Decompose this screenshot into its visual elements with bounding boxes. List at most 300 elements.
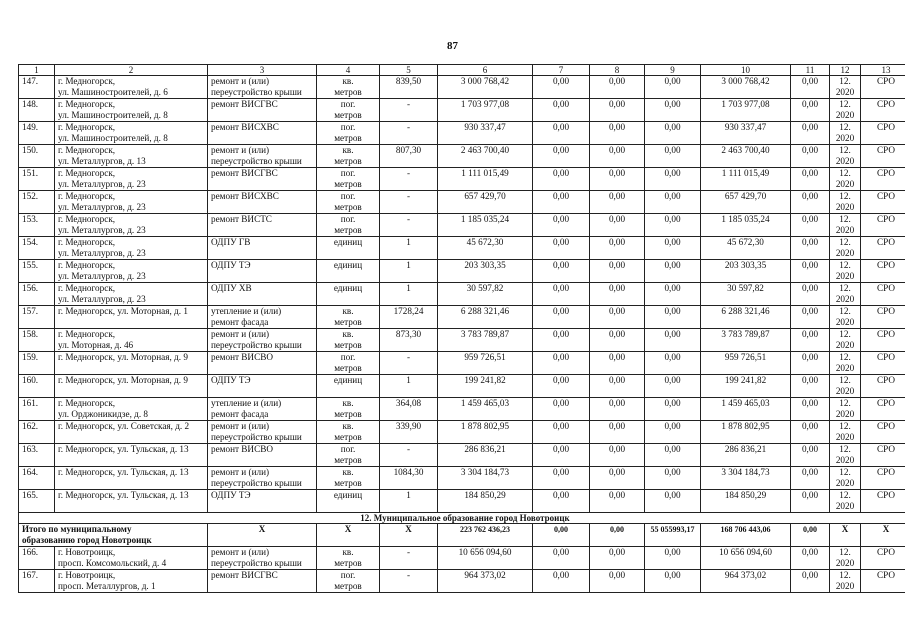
- unit-cell: кв. метров: [317, 421, 380, 444]
- total-cost-cell: 1 111 015,49: [438, 168, 533, 191]
- table-row: [19, 191, 905, 214]
- total-cost-cell: 30 597,82: [438, 283, 533, 306]
- quantity-cell: 1728,24: [380, 306, 438, 329]
- value-cell: 3 000 768,42: [701, 76, 791, 99]
- value-cell: 0,00: [645, 570, 701, 593]
- table-row: [19, 283, 905, 306]
- total-cost-cell: 199 241,82: [438, 375, 533, 398]
- section-title: 12. Муниципальное образование город Новотроицк: [19, 513, 905, 524]
- unit-cell: единиц: [317, 490, 380, 513]
- row-number: 151.: [19, 168, 55, 191]
- row-number: 153.: [19, 214, 55, 237]
- quantity-cell: -: [380, 214, 438, 237]
- value-cell: 0,00: [533, 467, 590, 490]
- value-cell: 0,00: [791, 99, 830, 122]
- total-cell: X: [830, 524, 861, 547]
- completion-date-cell: 12. 2020: [830, 99, 861, 122]
- address-cell: г. Новотроицк, просп. Комсомольский, д. 4: [55, 547, 208, 570]
- completion-date-cell: 12. 2020: [830, 306, 861, 329]
- completion-date-cell: 12. 2020: [830, 283, 861, 306]
- work-type-cell: ОДПУ ТЭ: [208, 490, 317, 513]
- value-cell: 0,00: [533, 214, 590, 237]
- work-type-cell: ремонт ВИСГВС: [208, 99, 317, 122]
- value-cell: 10 656 094,60: [701, 547, 791, 570]
- address-cell: г. Новотроицк, просп. Металлургов, д. 1: [55, 570, 208, 593]
- unit-cell: пог. метров: [317, 99, 380, 122]
- quantity-cell: 839,50: [380, 76, 438, 99]
- total-cost-cell: 6 288 321,46: [438, 306, 533, 329]
- value-cell: 0,00: [533, 421, 590, 444]
- funding-source-cell: СРО: [861, 570, 905, 593]
- completion-date-cell: 12. 2020: [830, 375, 861, 398]
- value-cell: 0,00: [590, 260, 645, 283]
- quantity-cell: 1: [380, 375, 438, 398]
- quantity-cell: 1: [380, 237, 438, 260]
- value-cell: 1 703 977,08: [701, 99, 791, 122]
- quantity-cell: -: [380, 570, 438, 593]
- completion-date-cell: 12. 2020: [830, 76, 861, 99]
- value-cell: 0,00: [533, 490, 590, 513]
- value-cell: 1 185 035,24: [701, 214, 791, 237]
- address-cell: г. Медногорск, ул. Металлургов, д. 23: [55, 260, 208, 283]
- total-row: [19, 524, 905, 547]
- value-cell: 0,00: [590, 467, 645, 490]
- table-row: [19, 352, 905, 375]
- unit-cell: пог. метров: [317, 168, 380, 191]
- value-cell: 0,00: [791, 444, 830, 467]
- column-header: 4: [317, 65, 380, 76]
- value-cell: 0,00: [533, 145, 590, 168]
- address-cell: г. Медногорск, ул. Машиностроителей, д. 8: [55, 99, 208, 122]
- value-cell: 0,00: [590, 306, 645, 329]
- total-cost-cell: 184 850,29: [438, 490, 533, 513]
- table-row: [19, 375, 905, 398]
- table-row: [19, 547, 905, 570]
- funding-source-cell: СРО: [861, 467, 905, 490]
- quantity-cell: 339,90: [380, 421, 438, 444]
- value-cell: 0,00: [791, 168, 830, 191]
- address-cell: г. Медногорск, ул. Тульская, д. 13: [55, 444, 208, 467]
- quantity-cell: -: [380, 122, 438, 145]
- column-header: 5: [380, 65, 438, 76]
- section-row: [19, 513, 905, 524]
- value-cell: 0,00: [645, 145, 701, 168]
- work-type-cell: ремонт ВИСХВС: [208, 191, 317, 214]
- quantity-cell: -: [380, 444, 438, 467]
- completion-date-cell: 12. 2020: [830, 122, 861, 145]
- address-cell: г. Медногорск, ул. Моторная, д. 1: [55, 306, 208, 329]
- capital-repair-table: [18, 64, 905, 593]
- address-cell: г. Медногорск, ул. Моторная, д. 46: [55, 329, 208, 352]
- table-row: [19, 421, 905, 444]
- address-cell: г. Медногорск, ул. Металлургов, д. 13: [55, 145, 208, 168]
- value-cell: 0,00: [645, 375, 701, 398]
- value-cell: 0,00: [791, 547, 830, 570]
- column-header: 6: [438, 65, 533, 76]
- value-cell: 0,00: [645, 237, 701, 260]
- value-cell: 203 303,35: [701, 260, 791, 283]
- row-number: 156.: [19, 283, 55, 306]
- total-cost-cell: 930 337,47: [438, 122, 533, 145]
- value-cell: 0,00: [590, 283, 645, 306]
- unit-cell: пог. метров: [317, 214, 380, 237]
- value-cell: 0,00: [590, 99, 645, 122]
- total-cell: 0,00: [533, 524, 590, 547]
- value-cell: 0,00: [791, 421, 830, 444]
- page-number: 87: [447, 40, 458, 52]
- total-cell: 168 706 443,06: [701, 524, 791, 547]
- completion-date-cell: 12. 2020: [830, 490, 861, 513]
- value-cell: 0,00: [533, 306, 590, 329]
- address-cell: г. Медногорск, ул. Металлургов, д. 23: [55, 214, 208, 237]
- address-cell: г. Медногорск, ул. Тульская, д. 13: [55, 490, 208, 513]
- value-cell: 0,00: [590, 444, 645, 467]
- work-type-cell: ремонт и (или) переустройство крыши: [208, 76, 317, 99]
- total-cell: 223 762 436,23: [438, 524, 533, 547]
- value-cell: 0,00: [533, 375, 590, 398]
- work-type-cell: ОДПУ ХВ: [208, 283, 317, 306]
- work-type-cell: ремонт ВИСВО: [208, 352, 317, 375]
- funding-source-cell: СРО: [861, 99, 905, 122]
- row-number: 150.: [19, 145, 55, 168]
- value-cell: 6 288 321,46: [701, 306, 791, 329]
- row-number: 148.: [19, 99, 55, 122]
- value-cell: 0,00: [791, 352, 830, 375]
- row-number: 157.: [19, 306, 55, 329]
- completion-date-cell: 12. 2020: [830, 237, 861, 260]
- value-cell: 0,00: [645, 306, 701, 329]
- value-cell: 959 726,51: [701, 352, 791, 375]
- work-type-cell: ремонт и (или) переустройство крыши: [208, 145, 317, 168]
- address-cell: г. Медногорск, ул. Моторная, д. 9: [55, 352, 208, 375]
- table-row: [19, 398, 905, 421]
- total-label: Итого по муниципальному образованию город Новотроицк: [19, 524, 208, 547]
- address-cell: г. Медногорск, ул. Металлургов, д. 23: [55, 237, 208, 260]
- value-cell: 0,00: [645, 76, 701, 99]
- row-number: 155.: [19, 260, 55, 283]
- column-header: 13: [861, 65, 905, 76]
- table-row: [19, 76, 905, 99]
- value-cell: 30 597,82: [701, 283, 791, 306]
- value-cell: 0,00: [533, 191, 590, 214]
- unit-cell: единиц: [317, 260, 380, 283]
- value-cell: 0,00: [645, 329, 701, 352]
- value-cell: 0,00: [590, 145, 645, 168]
- table-row: [19, 306, 905, 329]
- value-cell: 0,00: [590, 168, 645, 191]
- value-cell: 657 429,70: [701, 191, 791, 214]
- value-cell: 0,00: [791, 260, 830, 283]
- value-cell: 0,00: [791, 283, 830, 306]
- value-cell: 0,00: [791, 490, 830, 513]
- value-cell: 0,00: [590, 76, 645, 99]
- column-header: 8: [590, 65, 645, 76]
- funding-source-cell: СРО: [861, 237, 905, 260]
- total-cost-cell: 1 703 977,08: [438, 99, 533, 122]
- column-header: 1: [19, 65, 55, 76]
- unit-cell: кв. метров: [317, 398, 380, 421]
- value-cell: 0,00: [590, 490, 645, 513]
- total-cell: X: [380, 524, 438, 547]
- value-cell: 0,00: [791, 237, 830, 260]
- funding-source-cell: СРО: [861, 352, 905, 375]
- value-cell: 0,00: [533, 570, 590, 593]
- value-cell: 1 878 802,95: [701, 421, 791, 444]
- value-cell: 0,00: [533, 237, 590, 260]
- funding-source-cell: СРО: [861, 145, 905, 168]
- table-row: [19, 467, 905, 490]
- value-cell: 0,00: [533, 352, 590, 375]
- value-cell: 0,00: [533, 283, 590, 306]
- funding-source-cell: СРО: [861, 283, 905, 306]
- row-number: 164.: [19, 467, 55, 490]
- value-cell: 0,00: [533, 329, 590, 352]
- funding-source-cell: СРО: [861, 191, 905, 214]
- completion-date-cell: 12. 2020: [830, 145, 861, 168]
- completion-date-cell: 12. 2020: [830, 168, 861, 191]
- total-cost-cell: 286 836,21: [438, 444, 533, 467]
- quantity-cell: -: [380, 168, 438, 191]
- funding-source-cell: СРО: [861, 306, 905, 329]
- table-row: [19, 214, 905, 237]
- value-cell: 0,00: [533, 122, 590, 145]
- address-cell: г. Медногорск, ул. Металлургов, д. 23: [55, 191, 208, 214]
- row-number: 166.: [19, 547, 55, 570]
- unit-cell: пог. метров: [317, 122, 380, 145]
- value-cell: 45 672,30: [701, 237, 791, 260]
- funding-source-cell: СРО: [861, 76, 905, 99]
- value-cell: 0,00: [590, 122, 645, 145]
- table-body-section-11: [19, 76, 905, 513]
- value-cell: 0,00: [533, 547, 590, 570]
- quantity-cell: 807,30: [380, 145, 438, 168]
- quantity-cell: -: [380, 547, 438, 570]
- funding-source-cell: СРО: [861, 122, 905, 145]
- value-cell: 0,00: [590, 421, 645, 444]
- value-cell: 0,00: [645, 352, 701, 375]
- value-cell: 0,00: [645, 421, 701, 444]
- unit-cell: пог. метров: [317, 570, 380, 593]
- quantity-cell: 364,08: [380, 398, 438, 421]
- table-row: [19, 168, 905, 191]
- table-row: [19, 237, 905, 260]
- work-type-cell: ремонт ВИСТС: [208, 214, 317, 237]
- quantity-cell: 1: [380, 283, 438, 306]
- value-cell: 0,00: [645, 490, 701, 513]
- table-row: [19, 329, 905, 352]
- column-header: 7: [533, 65, 590, 76]
- value-cell: 0,00: [590, 191, 645, 214]
- value-cell: 0,00: [645, 398, 701, 421]
- row-number: 165.: [19, 490, 55, 513]
- total-cell: 0,00: [791, 524, 830, 547]
- completion-date-cell: 12. 2020: [830, 191, 861, 214]
- work-type-cell: ремонт и (или) переустройство крыши: [208, 547, 317, 570]
- total-cell: X: [861, 524, 905, 547]
- address-cell: г. Медногорск, ул. Металлургов, д. 23: [55, 168, 208, 191]
- completion-date-cell: 12. 2020: [830, 421, 861, 444]
- unit-cell: единиц: [317, 375, 380, 398]
- address-cell: г. Медногорск, ул. Металлургов, д. 23: [55, 283, 208, 306]
- row-number: 147.: [19, 76, 55, 99]
- address-cell: г. Медногорск, ул. Тульская, д. 13: [55, 467, 208, 490]
- unit-cell: пог. метров: [317, 352, 380, 375]
- value-cell: 0,00: [590, 352, 645, 375]
- work-type-cell: утепление и (или) ремонт фасада: [208, 398, 317, 421]
- value-cell: 0,00: [590, 214, 645, 237]
- value-cell: 0,00: [533, 168, 590, 191]
- section-header: [19, 513, 905, 547]
- funding-source-cell: СРО: [861, 329, 905, 352]
- table-row: [19, 145, 905, 168]
- value-cell: 0,00: [645, 122, 701, 145]
- total-cell: 0,00: [590, 524, 645, 547]
- table-row: [19, 444, 905, 467]
- total-cost-cell: 657 429,70: [438, 191, 533, 214]
- value-cell: 0,00: [645, 168, 701, 191]
- value-cell: 964 373,02: [701, 570, 791, 593]
- unit-cell: кв. метров: [317, 329, 380, 352]
- row-number: 163.: [19, 444, 55, 467]
- value-cell: 0,00: [791, 329, 830, 352]
- funding-source-cell: СРО: [861, 214, 905, 237]
- value-cell: 0,00: [533, 398, 590, 421]
- funding-source-cell: СРО: [861, 168, 905, 191]
- value-cell: 0,00: [791, 214, 830, 237]
- quantity-cell: 873,30: [380, 329, 438, 352]
- table-body-section-12: [19, 547, 905, 593]
- unit-cell: кв. метров: [317, 467, 380, 490]
- total-cost-cell: 45 672,30: [438, 237, 533, 260]
- completion-date-cell: 12. 2020: [830, 444, 861, 467]
- unit-cell: кв. метров: [317, 145, 380, 168]
- unit-cell: единиц: [317, 237, 380, 260]
- value-cell: 0,00: [590, 547, 645, 570]
- total-cost-cell: 10 656 094,60: [438, 547, 533, 570]
- value-cell: 3 783 789,87: [701, 329, 791, 352]
- value-cell: 0,00: [645, 260, 701, 283]
- value-cell: 0,00: [791, 398, 830, 421]
- value-cell: 0,00: [645, 547, 701, 570]
- value-cell: 0,00: [645, 283, 701, 306]
- value-cell: 0,00: [645, 191, 701, 214]
- value-cell: 0,00: [791, 145, 830, 168]
- row-number: 161.: [19, 398, 55, 421]
- column-header-row: [19, 65, 905, 76]
- column-header: 9: [645, 65, 701, 76]
- value-cell: 0,00: [791, 191, 830, 214]
- address-cell: г. Медногорск, ул. Советская, д. 2: [55, 421, 208, 444]
- completion-date-cell: 12. 2020: [830, 467, 861, 490]
- value-cell: 1 459 465,03: [701, 398, 791, 421]
- value-cell: 2 463 700,40: [701, 145, 791, 168]
- quantity-cell: 1: [380, 260, 438, 283]
- work-type-cell: ремонт и (или) переустройство крыши: [208, 467, 317, 490]
- unit-cell: пог. метров: [317, 191, 380, 214]
- funding-source-cell: СРО: [861, 490, 905, 513]
- value-cell: 0,00: [645, 214, 701, 237]
- value-cell: 0,00: [590, 375, 645, 398]
- value-cell: 930 337,47: [701, 122, 791, 145]
- total-cost-cell: 959 726,51: [438, 352, 533, 375]
- value-cell: 0,00: [791, 375, 830, 398]
- value-cell: 0,00: [533, 99, 590, 122]
- total-cost-cell: 1 459 465,03: [438, 398, 533, 421]
- funding-source-cell: СРО: [861, 260, 905, 283]
- table-row: [19, 490, 905, 513]
- value-cell: 0,00: [590, 237, 645, 260]
- address-cell: г. Медногорск, ул. Орджоникидзе, д. 8: [55, 398, 208, 421]
- column-header: 3: [208, 65, 317, 76]
- work-type-cell: ремонт ВИСХВС: [208, 122, 317, 145]
- completion-date-cell: 12. 2020: [830, 570, 861, 593]
- work-type-cell: ремонт ВИСВО: [208, 444, 317, 467]
- address-cell: г. Медногорск, ул. Моторная, д. 9: [55, 375, 208, 398]
- funding-source-cell: СРО: [861, 547, 905, 570]
- work-type-cell: ОДПУ ТЭ: [208, 260, 317, 283]
- total-cell: X: [317, 524, 380, 547]
- total-cost-cell: 3 000 768,42: [438, 76, 533, 99]
- total-cost-cell: 3 304 184,73: [438, 467, 533, 490]
- row-number: 154.: [19, 237, 55, 260]
- value-cell: 3 304 184,73: [701, 467, 791, 490]
- column-header: 11: [791, 65, 830, 76]
- value-cell: 199 241,82: [701, 375, 791, 398]
- unit-cell: пог. метров: [317, 444, 380, 467]
- row-number: 152.: [19, 191, 55, 214]
- quantity-cell: -: [380, 191, 438, 214]
- funding-source-cell: СРО: [861, 421, 905, 444]
- total-cost-cell: 3 783 789,87: [438, 329, 533, 352]
- total-cost-cell: 964 373,02: [438, 570, 533, 593]
- funding-source-cell: СРО: [861, 375, 905, 398]
- quantity-cell: 1: [380, 490, 438, 513]
- table-row: [19, 99, 905, 122]
- column-header: 12: [830, 65, 861, 76]
- funding-source-cell: СРО: [861, 444, 905, 467]
- value-cell: 0,00: [533, 76, 590, 99]
- value-cell: 0,00: [791, 76, 830, 99]
- funding-source-cell: СРО: [861, 398, 905, 421]
- total-cost-cell: 203 303,35: [438, 260, 533, 283]
- column-header: 10: [701, 65, 791, 76]
- address-cell: г. Медногорск, ул. Машиностроителей, д. 8: [55, 122, 208, 145]
- address-cell: г. Медногорск, ул. Машиностроителей, д. 6: [55, 76, 208, 99]
- value-cell: 0,00: [533, 444, 590, 467]
- completion-date-cell: 12. 2020: [830, 214, 861, 237]
- value-cell: 0,00: [645, 99, 701, 122]
- row-number: 159.: [19, 352, 55, 375]
- completion-date-cell: 12. 2020: [830, 329, 861, 352]
- completion-date-cell: 12. 2020: [830, 260, 861, 283]
- quantity-cell: -: [380, 99, 438, 122]
- value-cell: 0,00: [533, 260, 590, 283]
- value-cell: 286 836,21: [701, 444, 791, 467]
- value-cell: 0,00: [645, 444, 701, 467]
- work-type-cell: утепление и (или) ремонт фасада: [208, 306, 317, 329]
- quantity-cell: -: [380, 352, 438, 375]
- table-row: [19, 570, 905, 593]
- value-cell: 184 850,29: [701, 490, 791, 513]
- work-type-cell: ОДПУ ТЭ: [208, 375, 317, 398]
- table-row: [19, 122, 905, 145]
- row-number: 158.: [19, 329, 55, 352]
- completion-date-cell: 12. 2020: [830, 398, 861, 421]
- table-row: [19, 260, 905, 283]
- work-type-cell: ОДПУ ГВ: [208, 237, 317, 260]
- completion-date-cell: 12. 2020: [830, 352, 861, 375]
- unit-cell: кв. метров: [317, 547, 380, 570]
